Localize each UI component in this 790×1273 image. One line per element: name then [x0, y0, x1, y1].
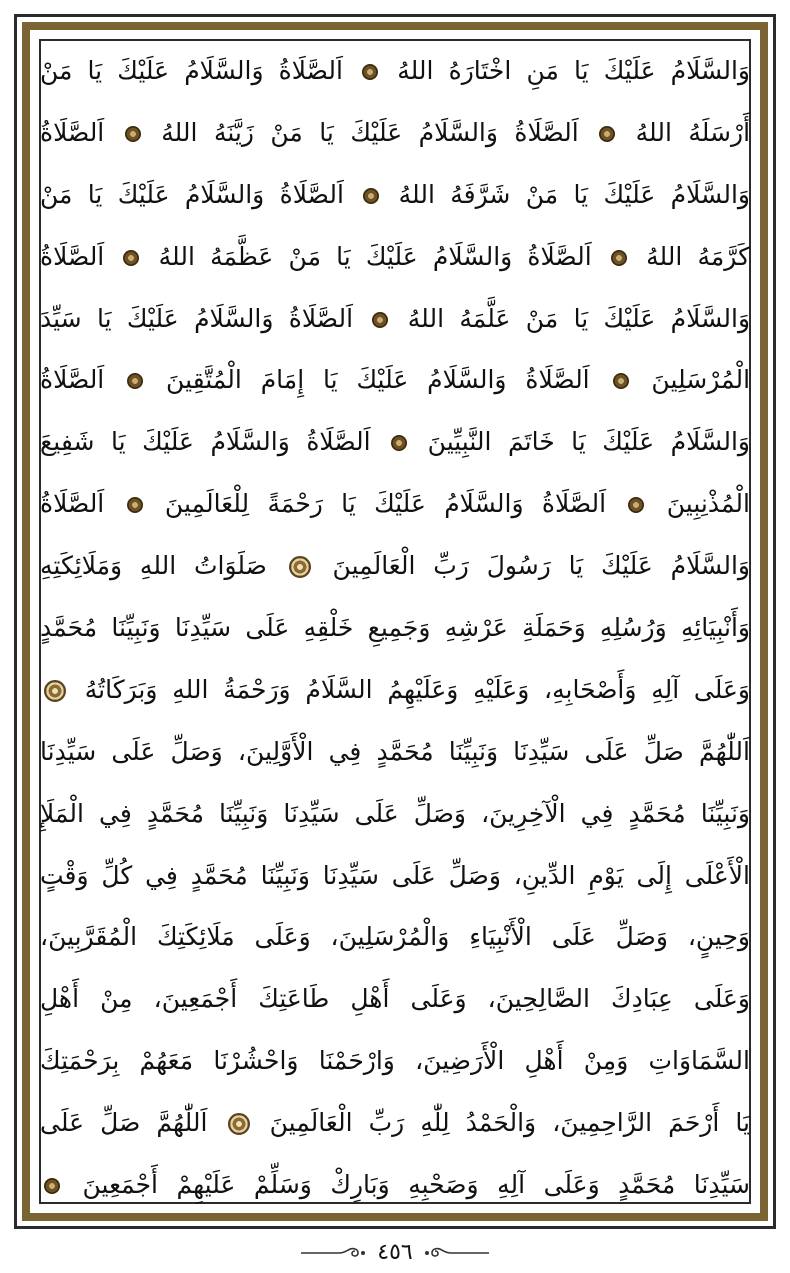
text-line [40, 40, 750, 102]
text-segment: وَالسَّلَامُ عَلَيْكَ يَا مَنْ شَرَّفَهُ اللهُ [398, 179, 750, 209]
text-segment: السَّمَاوَاتِ وَمِنْ أَهْلِ الْأَرَضِينَ، وَارْحَمْنَا وَاحْشُرْنَا مَعَهُمْ بِرَحْمَتِكَ [40, 1046, 750, 1076]
text-segment: كَرَّمَهُ اللهُ [646, 241, 750, 271]
text-line [40, 349, 750, 411]
text-segment: وَحِينٍ، وَصَلِّ عَلَى الْأَنْبِيَاءِ وَالْمُرْسَلِينَ، وَعَلَى مَلَائِكَتِكَ الْمُقَرَّبِينَ، [40, 922, 750, 952]
text-segment: وَأَنْبِيَائِهِ وَرُسُلِهِ وَحَمَلَةِ عَرْشِهِ وَجَمِيعِ خَلْقِهِ عَلَى سَيِّدِنَا وَنَبِيِّنَا مُحَمَّدٍ [40, 613, 750, 643]
rosette-separator-icon [127, 373, 143, 389]
text-segment: اَلصَّلَاةُ وَالسَّلَامُ عَلَيْكَ يَا مَنْ [40, 56, 343, 85]
text-segment: وَعَلَى عِبَادِكَ الصَّالِحِينَ، وَعَلَى أَهْلِ طَاعَتِكَ أَجْمَعِينَ، مِنْ أَهْلِ [40, 984, 750, 1014]
rosette-separator-icon [372, 312, 388, 328]
text-segment: وَالسَّلَامُ عَلَيْكَ يَا رَسُولَ رَبِّ الْعَالَمِينَ [332, 551, 750, 581]
text-line [40, 226, 750, 288]
text-segment: اَلصَّلَاةُ وَالسَّلَامُ عَلَيْكَ يَا رَحْمَةً لِلْعَالَمِينَ [164, 489, 607, 519]
text-segment: صَلَوَاتُ اللهِ وَمَلَائِكَتِهِ [40, 551, 267, 581]
text-line [40, 597, 750, 659]
text-line [40, 473, 750, 535]
rosette-separator-icon [125, 126, 141, 142]
rosette-separator-icon [613, 373, 629, 389]
text-line [40, 721, 750, 783]
text-segment: اَلصَّلَاةُ [40, 117, 105, 147]
text-segment: اَلصَّلَاةُ وَالسَّلَامُ عَلَيْكَ يَا مَنْ زَيَّنَهُ اللهُ [161, 117, 579, 147]
text-line [40, 288, 750, 350]
large-rosette-separator-icon [228, 1113, 250, 1135]
text-line [40, 1154, 750, 1216]
text-segment: اَللّٰهُمَّ صَلِّ عَلَى سَيِّدِنَا وَنَبِيِّنَا مُحَمَّدٍ فِي الْأَوَّلِينَ، وَصَلِّ عَلَى سَيِّدِنَا [40, 736, 750, 766]
rosette-separator-icon [127, 497, 143, 513]
large-rosette-separator-icon [44, 680, 66, 702]
text-line [40, 102, 750, 164]
rosette-separator-icon [391, 435, 407, 451]
text-body [40, 40, 750, 1200]
text-segment: اَلصَّلَاةُ وَالسَّلَامُ عَلَيْكَ يَا مَنْ عَظَّمَهُ اللهُ [158, 241, 592, 271]
text-segment: وَنَبِيِّنَا مُحَمَّدٍ فِي الْآخِرِينَ، وَصَلِّ عَلَى سَيِّدِنَا وَنَبِيِّنَا مُحَمَّدٍ فِي الْمَلَإِ [40, 798, 750, 828]
text-segment: اَلصَّلَاةُ [40, 241, 105, 271]
text-segment: اَلصَّلَاةُ [40, 489, 105, 519]
rosette-separator-icon [611, 250, 627, 266]
text-segment: اَلصَّلَاةُ وَالسَّلَامُ عَلَيْكَ يَا مَنْ [40, 179, 344, 209]
text-line [40, 968, 750, 1030]
footer-ornament-right-icon [299, 1245, 369, 1261]
text-segment: اَلصَّلَاةُ وَالسَّلَامُ عَلَيْكَ يَا شَفِيعَ [40, 427, 371, 457]
text-segment: وَالسَّلَامُ عَلَيْكَ يَا مَنِ اخْتَارَهُ اللهُ [397, 56, 750, 85]
rosette-separator-icon [363, 188, 379, 204]
text-line [40, 535, 750, 597]
text-segment: وَعَلَى آلِهِ وَأَصْحَابِهِ، وَعَلَيْهِ وَعَلَيْهِمُ السَّلَامُ وَرَحْمَةُ اللهِ وَبَرَكَاتُهُ [84, 674, 750, 704]
text-line [40, 1030, 750, 1092]
text-line [40, 845, 750, 907]
text-line [40, 906, 750, 968]
rosette-separator-icon [362, 64, 378, 80]
rosette-separator-icon [44, 1178, 60, 1194]
rosette-separator-icon [599, 126, 615, 142]
text-segment: اَلصَّلَاةُ [40, 365, 105, 395]
text-segment: سَيِّدِنَا مُحَمَّدٍ وَعَلَى آلِهِ وَصَحْبِهِ وَبَارِكْ وَسَلِّمْ عَلَيْهِمْ أَجْمَعِينَ [82, 1170, 750, 1200]
text-line [40, 659, 750, 721]
text-segment: الْمُرْسَلِينَ [651, 365, 750, 395]
text-segment: اَللّٰهُمَّ صَلِّ عَلَى [40, 1108, 208, 1138]
text-line [40, 164, 750, 226]
large-rosette-separator-icon [289, 556, 311, 578]
text-segment: الْمُذْنِبِينَ [666, 489, 750, 519]
text-segment: اَلصَّلَاةُ وَالسَّلَامُ عَلَيْكَ يَا إِمَامَ الْمُتَّقِينَ [166, 365, 590, 395]
page-footer [0, 1238, 790, 1268]
text-segment: اَلصَّلَاةُ وَالسَّلَامُ عَلَيْكَ يَا سَيِّدَ [40, 303, 354, 333]
text-segment: يَا أَرْحَمَ الرَّاحِمِينَ، وَالْحَمْدُ لِلّٰهِ رَبِّ الْعَالَمِينَ [269, 1108, 750, 1138]
text-line [40, 1092, 750, 1154]
text-segment: وَالسَّلَامُ عَلَيْكَ يَا خَاتَمَ النَّبِيِّينَ [427, 427, 750, 457]
text-segment: أَرْسَلَهُ اللهُ [635, 117, 750, 147]
text-segment: الْأَعْلَى إِلَى يَوْمِ الدِّينِ، وَصَلِّ عَلَى سَيِّدِنَا وَنَبِيِّنَا مُحَمَّدٍ فِي كُلِّ وَقْتٍ [40, 860, 750, 890]
rosette-separator-icon [123, 250, 139, 266]
footer-ornament-left-icon [421, 1245, 491, 1261]
text-line [40, 411, 750, 473]
page-number: ٤٥٦ [377, 1240, 413, 1265]
text-segment: وَالسَّلَامُ عَلَيْكَ يَا مَنْ عَلَّمَهُ اللهُ [407, 303, 750, 333]
text-line [40, 783, 750, 845]
rosette-separator-icon [628, 497, 644, 513]
